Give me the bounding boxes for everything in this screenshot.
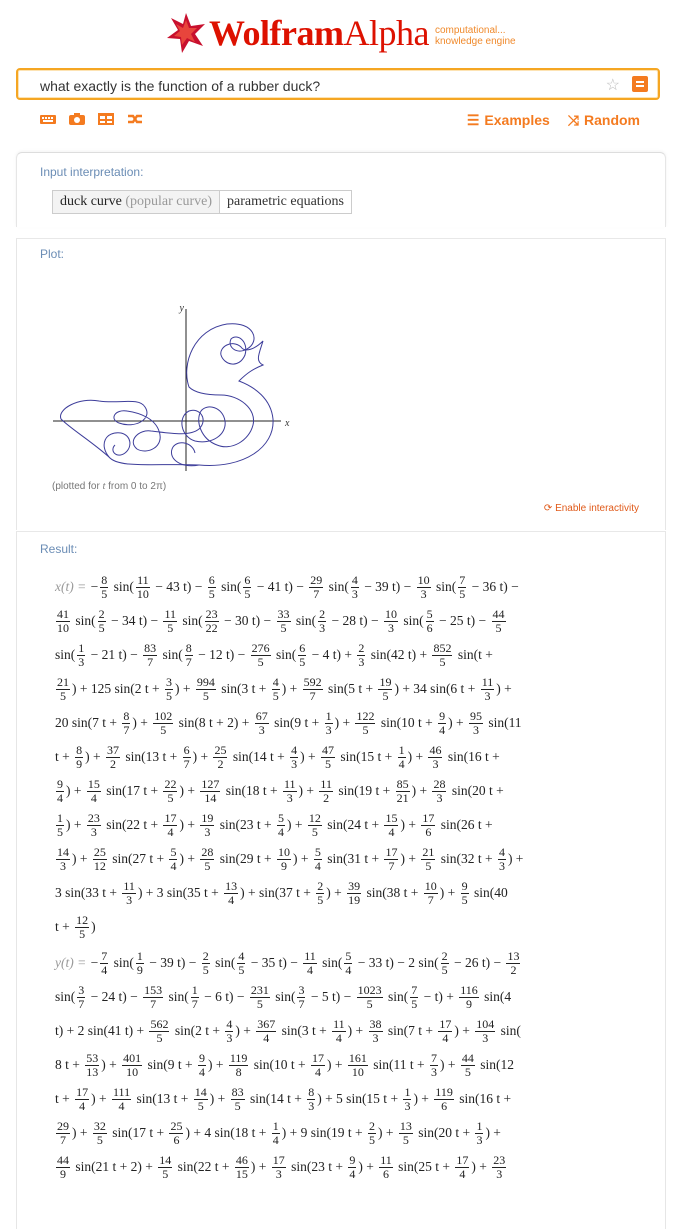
x-axis-label: x (285, 418, 290, 429)
equation-line: $\frac{9}{4}$ ) + $\frac{15}{4}$ sin(17 t + $\frac{22}{5}$ ) + $\frac{127}{14}$ sin(18 t + $\frac{11}{3}$ ) + $\frac{11}{2}$ sin(19 t + $\frac{85}{21}$ ) + $\frac{28}{3}$ sin(20 t + (57, 776, 504, 805)
equation-line: 3 sin(33 t + $\frac{11}{3}$ ) + 3 sin(35 t + $\frac{13}{4}$ ) + sin(37 t + $\frac{2}{5}$ ) + $\frac{39}{19}$ sin(38 t + $\frac{10}{7}$ ) + $\frac{9}{5}$ sin(40 (55, 878, 508, 907)
equation-label: x(t) = (55, 579, 90, 594)
table-icon[interactable] (98, 112, 114, 126)
equation-line: sin( $\frac{3}{7}$ − 24 t) − $\frac{153}{7}$ sin( $\frac{1}{7}$ − 6 t) − $\frac{231}{5}$ sin( $\frac{3}{7}$ − 5 t) − $\frac{1023}{5}$ sin( $\frac{7}{5}$ − t) + $\frac{116}{9}$ sin(4 (55, 982, 512, 1011)
camera-icon[interactable] (69, 112, 85, 126)
pod-title: Plot: (40, 247, 65, 261)
equation-line: 8 t + $\frac{53}{13}$ ) + $\frac{401}{10}$ sin(9 t + $\frac{9}{4}$ ) + $\frac{119}{8}$ sin(10 t + $\frac{17}{4}$ ) + $\frac{161}{10}$ sin(11 t + $\frac{7}{3}$ ) + $\frac{44}{5}$ sin(12 (55, 1050, 514, 1079)
x-equation (55, 570, 615, 944)
y-axis-label: y (179, 303, 184, 314)
equation-line: $\frac{14}{3}$ ) + $\frac{25}{12}$ sin(27 t + $\frac{5}{4}$ ) + $\frac{28}{5}$ sin(29 t + $\frac{10}{9}$ ) + $\frac{5}{4}$ sin(31 t + $\frac{17}{7}$ ) + $\frac{21}{5}$ sin(32 t + $\frac{4}{3}$ ) + (57, 844, 524, 873)
duck-curve-plot[interactable] (49, 269, 309, 474)
wolframalpha-logo[interactable] (165, 12, 516, 54)
equation-line: t + $\frac{17}{4}$ ) + $\frac{111}{4}$ sin(13 t + $\frac{14}{5}$ ) + $\frac{83}{5}$ sin(14 t + $\frac{8}{3}$ ) + 5 sin(15 t + $\frac{1}{3}$ ) + $\frac{119}{6}$ sin(16 t + (55, 1084, 512, 1113)
equation-line: t) + 2 sin(41 t) + $\frac{562}{5}$ sin(2 t + $\frac{4}{3}$ ) + $\frac{367}{4}$ sin(3 t + $\frac{11}{4}$ ) + $\frac{38}{3}$ sin(7 t + $\frac{17}{4}$ ) + $\frac{104}{3}$ sin( (55, 1016, 521, 1045)
result-pod (16, 531, 666, 1229)
input-interpretation-pod (16, 152, 666, 227)
plot-pod (16, 238, 666, 530)
shuffle-tool-icon[interactable] (127, 112, 143, 126)
result-formula (55, 570, 615, 1184)
equation-line: $\frac{29}{7}$ ) + $\frac{32}{5}$ sin(17 t + $\frac{25}{6}$ ) + 4 sin(18 t + $\frac{1}{4}$ ) + 9 sin(19 t + $\frac{2}{5}$ ) + $\frac{13}{5}$ sin(20 t + $\frac{1}{3}$ ) + (57, 1118, 501, 1147)
pod-title: Input interpretation: (40, 165, 144, 179)
interpretation-term: duck curve (popular curve) (53, 191, 220, 213)
random-link[interactable]: ⤨ Random (567, 112, 640, 128)
equation-line: sin( $\frac{1}{3}$ − 21 t) − $\frac{83}{7}$ sin( $\frac{8}{7}$ − 12 t) − $\frac{276}{5}$ sin( $\frac{6}{5}$ − 4 t) + $\frac{2}{3}$ sin(42 t) + $\frac{852}{5}$ sin(t + (55, 640, 493, 669)
keyboard-icon[interactable] (40, 112, 56, 126)
equation-label: y(t) = (55, 955, 90, 970)
plot-caption: (plotted for t from 0 to 2π) (52, 481, 167, 492)
top-links (467, 112, 640, 129)
enable-interactivity-link[interactable]: ⟳ Enable interactivity (543, 503, 639, 514)
examples-link[interactable]: ☰ Examples (466, 112, 550, 128)
equation-line: $\frac{41}{10}$ sin( $\frac{2}{5}$ − 34 t) − $\frac{11}{5}$ sin( $\frac{23}{22}$ − 30 t) − $\frac{33}{5}$ sin( $\frac{2}{3}$ − 28 t) − $\frac{10}{3}$ sin( $\frac{5}{6}$ − 25 t) − $\frac{44}{5}$ (57, 606, 505, 635)
equation-line: y(t) = − $\frac{7}{4}$ sin( $\frac{1}{9}$ − 39 t) − $\frac{2}{5}$ sin( $\frac{4}{5}$ − 35 t) − $\frac{11}{4}$ sin( $\frac{5}{4}$ − 33 t) − 2 sin( $\frac{2}{5}$ − 26 t) − $\frac{13}{2}$ (55, 948, 520, 977)
equation-line: $\frac{21}{5}$ ) + 125 sin(2 t + $\frac{3}{5}$ ) + $\frac{994}{5}$ sin(3 t + $\frac{4}{5}$ ) + $\frac{592}{7}$ sin(5 t + $\frac{19}{5}$ ) + 34 sin(6 t + $\frac{11}{3}$ ) + (57, 674, 512, 703)
interpretation-value: parametric equations (227, 194, 345, 209)
interactivity-icon: ⟳ (543, 503, 553, 514)
go-button[interactable] (632, 76, 648, 92)
star-icon[interactable]: ☆ (605, 77, 620, 94)
wolfram-star-icon (165, 12, 207, 54)
input-tools (40, 112, 143, 126)
y-equation (55, 946, 615, 1184)
equation-line: t + $\frac{8}{9}$ ) + $\frac{37}{2}$ sin(13 t + $\frac{6}{7}$ ) + $\frac{25}{2}$ sin(14 t + $\frac{4}{3}$ ) + $\frac{47}{5}$ sin(15 t + $\frac{1}{4}$ ) + $\frac{46}{3}$ sin(16 t + (55, 742, 500, 771)
equation-line: $\frac{44}{9}$ sin(21 t + 2) + $\frac{14}{5}$ sin(22 t + $\frac{46}{15}$ ) + $\frac{17}{3}$ sin(23 t + $\frac{9}{4}$ ) + $\frac{11}{6}$ sin(25 t + $\frac{17}{4}$ ) + $\frac{23}{3}$ (57, 1152, 506, 1181)
shuffle-icon: ⤨ (567, 112, 579, 128)
brand-name: WolframAlpha (209, 13, 429, 53)
equation-line: $\frac{1}{5}$ ) + $\frac{23}{3}$ sin(22 t + $\frac{17}{4}$ ) + $\frac{19}{3}$ sin(23 t + $\frac{5}{4}$ ) + $\frac{12}{5}$ sin(24 t + $\frac{15}{4}$ ) + $\frac{17}{6}$ sin(26 t + (57, 810, 493, 839)
equation-line: 20 sin(7 t + $\frac{8}{7}$ ) + $\frac{102}{5}$ sin(8 t + 2) + $\frac{67}{3}$ sin(9 t + $\frac{1}{3}$ ) + $\frac{122}{5}$ sin(10 t + $\frac{9}{4}$ ) + $\frac{95}{3}$ sin(11 (55, 708, 522, 737)
pod-title: Result: (40, 542, 78, 556)
header (0, 0, 674, 66)
duck-curve (61, 324, 274, 466)
equation-line: x(t) = − $\frac{8}{5}$ sin( $\frac{11}{10}$ − 43 t) − $\frac{6}{5}$ sin( $\frac{6}{5}$ − 41 t) − $\frac{29}{7}$ sin( $\frac{4}{3}$ − 39 t) − $\frac{10}{3}$ sin( $\frac{7}{5}$ − 36 t) − (55, 572, 519, 601)
search-input[interactable] (38, 76, 602, 96)
brand-tagline: computational... knowledge engine (434, 25, 516, 47)
equation-line: t + $\frac{12}{5}$ ) (55, 912, 96, 941)
search-box (16, 68, 660, 100)
interpretation-table (52, 190, 352, 214)
menu-lines-icon: ☰ (466, 112, 480, 128)
